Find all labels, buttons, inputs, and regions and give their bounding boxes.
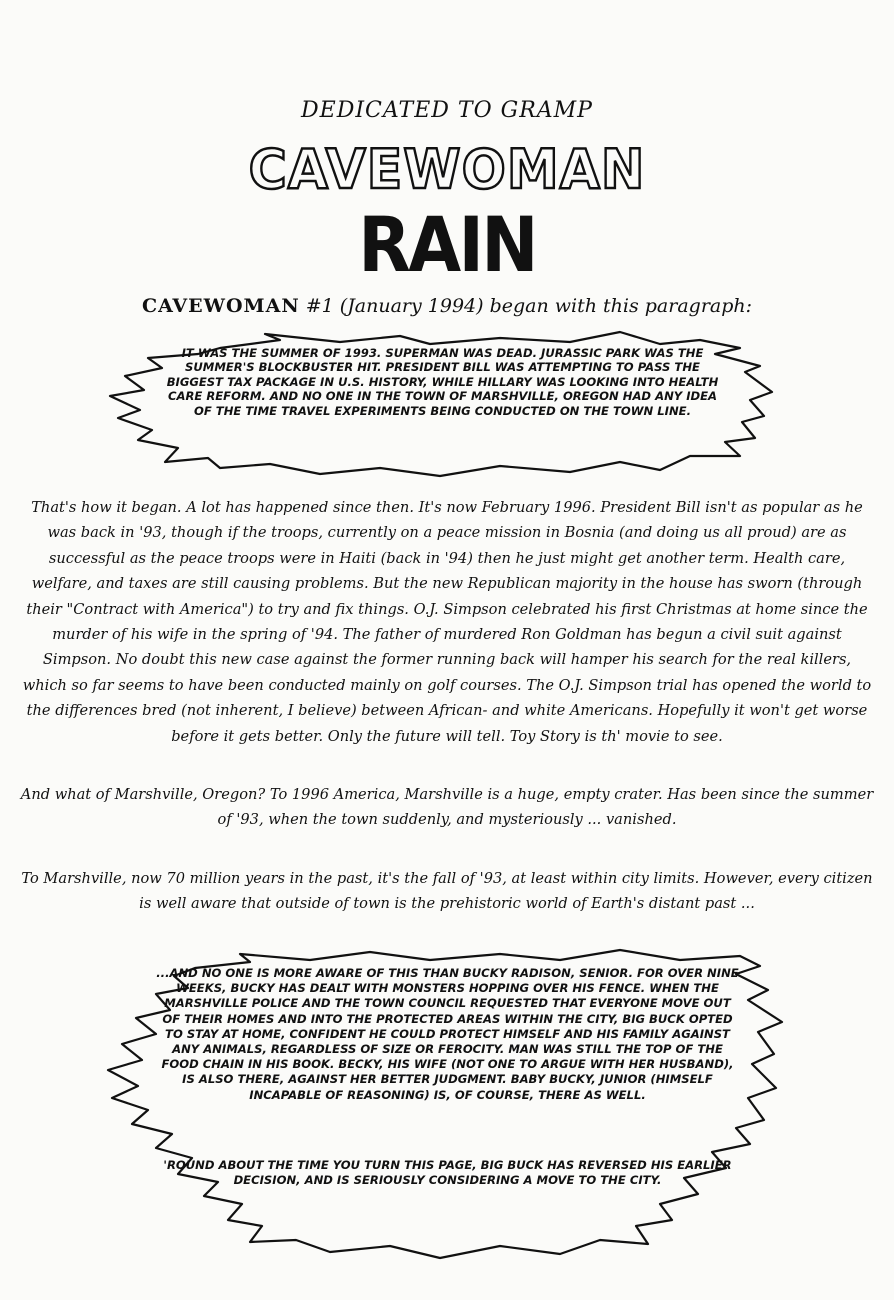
caption-text-1: IT WAS THE SUMMER OF 1993. SUPERMAN WAS DEAD. JURASSIC PARK WAS THE SUMMER'S BLOCKBUSTER HIT. PRESIDENT BILL WAS ATTEMPTING TO PASS THE BIGGEST TAX PACKAGE IN U.S. HISTORY, WHILE HILLARY WAS LOOKING INTO HEALTH CARE REFORM. AND NO ONE IN THE TOWN OF MARSHVILLE, OREGON HAD ANY IDEA OF THE TIME TRAVEL EXPERIMENTS BEING CONDUCTED ON THE TOWN LINE. bbox=[166, 346, 719, 418]
intro-title: CAVEWOMAN bbox=[141, 295, 300, 317]
caption-text-2: ...AND NO ONE IS MORE AWARE OF THIS THAN BUCKY RADISON, SENIOR. FOR OVER NINE WEEKS, BUCKY HAS DEALT WITH MONSTERS HOPPING OVER HIS FENCE. WHEN THE MARSHVILLE POLICE AND THE TOWN COUNCIL REQUESTED THAT EVERYONE MOVE OUT OF THEIR HOMES AND INTO THE PROTECTED AREAS WITHIN THE CITY, BIG BUCK OPTED TO STAY AT HOME, CONFIDENT HE COULD PROTECT HIMSELF AND HIS FAMILY AGAINST ANY ANIMALS, REGARDLESS OF SIZE OR FEROCITY. MAN WAS STILL THE TOP OF THE FOOD CHAIN IN HIS BOOK. BECKY, HIS WIFE (NOT ONE TO ARGUE WITH HER HUSBAND), IS ALSO THERE, AGAINST HER BETTER JUDGMENT. BABY BUCKY, JUNIOR (HIMSELF INCAPABLE OF REASONING) IS, OF COURSE, THERE AS WELL. bbox=[156, 966, 739, 1102]
dedication: DEDICATED TO GRAMP bbox=[301, 98, 593, 123]
intro-line bbox=[0, 295, 894, 317]
paragraph-2: And what of Marshville, Oregon? To 1996 America, Marshville is a huge, empty crater. Has been since the summer of '93, when the town suddenly, and mysteriously ... vanished. bbox=[20, 786, 874, 829]
logo-title-cavewoman: CAVEWOMAN bbox=[248, 138, 646, 202]
intro-text: #1 (January 1994) began with this paragraph: bbox=[299, 295, 753, 317]
caption-balloon-1 bbox=[100, 330, 780, 480]
logo-title-rain: RAIN bbox=[358, 200, 536, 289]
caption-text-3: 'ROUND ABOUT THE TIME YOU TURN THIS PAGE, BIG BUCK HAS REVERSED HIS EARLIER DECISION, AND IS SERIOUSLY CONSIDERING A MOVE TO THE CITY. bbox=[163, 1158, 732, 1188]
caption-balloon-2 bbox=[100, 948, 800, 1263]
paragraph-3: To Marshville, now 70 million years in the past, it's the fall of '93, at least within city limits. However, every citizen is well aware that outside of town is the prehistoric world of Earth's distant past ... bbox=[21, 870, 873, 913]
paragraph-1: That's how it began. A lot has happened since then. It's now February 1996. President Bill isn't as popular as he was back in '93, though if the troops, currently on a peace mission in Bosnia (and doing us all proud) are as successful as the peace troops were in Haiti (back in '94) then he just might get another term. Health care, welfare, and taxes are still causing problems. But the new Republican majority in the house has sworn (through their "Contract with America") to try and fix things. O.J. Simpson celebrated his first Christmas at home since the murder of his wife in the spring of '94. The father of murdered Ron Goldman has begun a civil suit against Simpson. No doubt this new case against the former running back will hamper his search for the real killers, which so far seems to have been conducted mainly on golf courses. The O.J. Simpson trial has opened the world to the differences bred (not inherent, I believe) between African- and white Americans. Hopefully it won't get worse before it gets better. Only the future will tell. Toy Story is th' movie to see. bbox=[22, 499, 872, 745]
